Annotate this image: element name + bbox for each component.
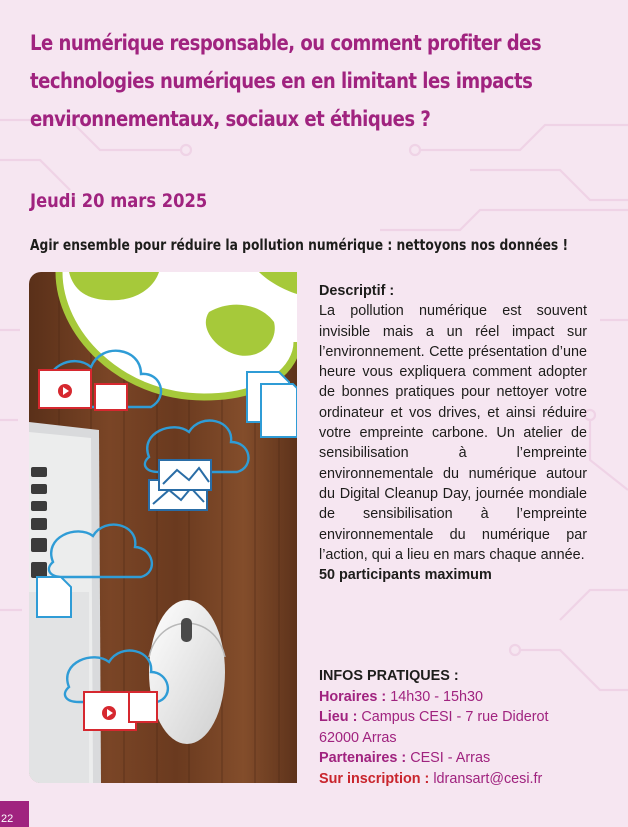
participants-capacity: 50 participants maximum xyxy=(319,567,492,584)
lieu-label: Lieu : xyxy=(319,709,358,725)
lieu-value: Campus CESI - 7 rue Diderot xyxy=(361,709,549,725)
title-line: environnementaux, sociaux et éthiques ? xyxy=(30,107,431,131)
title-line: technologies numériques en en limitant les impacts xyxy=(30,69,533,93)
info-lieu xyxy=(319,707,599,728)
horaires-label: Horaires : xyxy=(319,688,387,705)
page-title xyxy=(30,24,606,138)
title-line: Le numérique responsable, ou comment profiter des xyxy=(30,31,542,55)
horaires-value: 14h30 - 15h30 xyxy=(390,688,484,705)
info-inscription xyxy=(319,769,599,790)
description-text: La pollution numérique est souvent invisible mais a un réel impact sur l’environnement. Cette présentation d’une heure vous expliquera comment adopter de bonnes pratiques pour nettoyer votre ordinateur et vos drives, et ainsi réduire votre empreinte carbone. Un atelier de sensibilisation à l’empreinte environnementale du numérique autour du Digital Cleanup Day, journée mondiale de sensibilisation à l’empreinte environnementale du numérique par l’action, qui a lieu en mars chaque année. xyxy=(319,303,587,563)
event-description xyxy=(319,281,587,585)
partenaires-value: CESI - Arras xyxy=(410,750,491,766)
practical-info-heading: INFOS PRATIQUES : xyxy=(319,668,459,684)
info-partenaires xyxy=(319,748,599,769)
partenaires-label: Partenaires : xyxy=(319,750,407,766)
practical-info xyxy=(319,666,599,789)
page-number: 22 xyxy=(0,801,29,827)
info-horaires xyxy=(319,687,599,708)
inscription-label: Sur inscription : xyxy=(319,770,430,787)
inscription-email[interactable]: ldransart@cesi.fr xyxy=(433,770,543,787)
mouse-icon xyxy=(149,600,225,744)
event-illustration xyxy=(29,272,297,783)
image-window-icon xyxy=(149,460,211,510)
lieu-value-city: 62000 Arras xyxy=(319,729,397,746)
description-heading: Descriptif : xyxy=(319,283,395,299)
event-subtitle: Agir ensemble pour réduire la pollution numérique : nettoyons nos données ! xyxy=(30,236,569,254)
event-date: Jeudi 20 mars 2025 xyxy=(30,190,208,212)
